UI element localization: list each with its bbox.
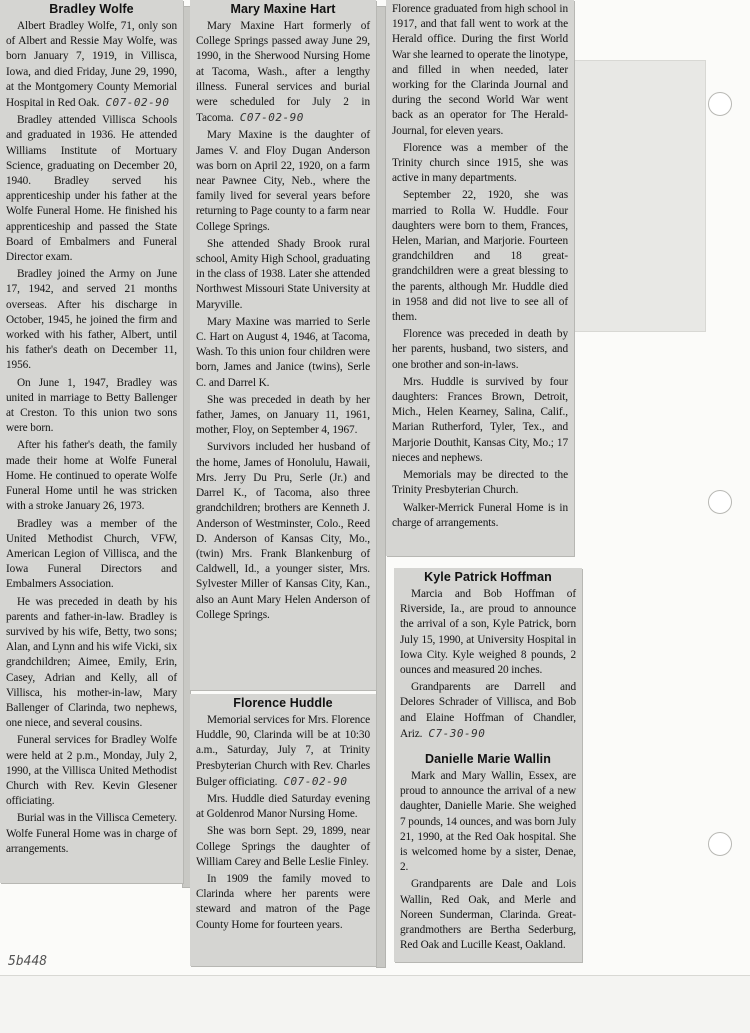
obituary-paragraph: September 22, 1920, she was married to Rolla W. Huddle. Four daughters were born to them, Frances, Helen, Marian, and Marjorie. Fourteen grandchildren and 18 great-grandchildren were a great blessing to the parents, although Mr. Huddle died in 1958 and did not live to see all of them.	[392, 189, 568, 324]
obituary-paragraph: Florence graduated from high school in 1917, and that fall went to work at the Herald office. During the first World War she learned to operate the linotype, and filled in when needed, later working for the Clarinda Journal and during the second World War went back as an operator for The Herald-Journal, for eleven years.	[392, 3, 568, 137]
obituary-paragraph: On June 1, 1947, Bradley was united in marriage to Betty Ballenger at Creston. To this union two sons were born.	[6, 376, 177, 435]
obituary-paragraph: Mary Maxine was married to Serle C. Hart on August 4, 1946, at Tacoma, Wash. To this union four children were born, James and Janice (twins), Serle C. and Darrel K.	[196, 315, 370, 389]
obituary-paragraph: Memorial services for Mrs. Florence Huddle, 90, Clarinda will be at 10:30 a.m., Saturday, July 7, at Trinity Presbyterian Church with Rev. Charles Bulger officiating.	[196, 714, 370, 788]
obituary-paragraph: Bradley was a member of the United Methodist Church, VFW, American Legion of Villisca, and the Iowa Funeral Directors and Embalmers Association.	[6, 517, 177, 591]
obituary-florence-huddle-continued	[386, 0, 574, 556]
handwritten-date: C7-30-90	[428, 726, 486, 740]
obituary-paragraph: He was preceded in death by his parents and father-in-law. Bradley is survived by his wife, Betty, two sons; Alan, and Lynn and his wife Vicki, six grandchildren; Aimee, Emily, Erin, Casey, Adrian and Kelly, all of Villisca, his mother-in-law, Mary Ballenger of Clarinda, two nephews, one niece, and several cousins.	[6, 595, 177, 730]
obituary-florence-huddle	[190, 694, 376, 966]
obituary-paragraph: Florence was a member of the Trinity church since 1915, she was active in many departments.	[392, 141, 568, 185]
background-scrap	[376, 6, 386, 968]
obituary-paragraph: She attended Shady Brook rural school, Amity High School, graduating in the class of 1938. Later she attended Northwest Missouri State University at Maryville.	[196, 237, 370, 311]
obituary-paragraph: Funeral services for Bradley Wolfe were held at 2 p.m., Monday, July 2, 1990, at the Villisca United Methodist Church with Rev. Kevin Glesener officiating.	[6, 734, 177, 808]
punch-hole	[708, 92, 732, 116]
obituary-paragraph: Burial was in the Villisca Cemetery. Wolfe Funeral Home was in charge of arrangements.	[6, 812, 177, 855]
obituary-paragraph: Albert Bradley Wolfe, 71, only son of Albert and Ressie May Wolfe, was born January 7, 1919, in Villisca, Iowa, and died Friday, June 29, 1990, at the Montgomery County Memorial Hospital in Red Oak.	[6, 20, 177, 110]
punch-hole	[708, 490, 732, 514]
headline: Mary Maxine Hart	[230, 2, 336, 16]
headline: Kyle Patrick Hoffman	[424, 570, 552, 584]
birth-notice-kyle-patrick-hoffman	[394, 568, 582, 750]
notice-paragraph: Mark and Mary Wallin, Essex, are proud to announce the arrival of a new daughter, Danielle Marie. She weighed 7 pounds, 14 ounces, and was born July 21, 1990, at the Red Oak hospital. She is welcomed home by a sister, Denae, 2.	[400, 770, 576, 874]
background-scrap	[574, 60, 706, 332]
obituary-paragraph: Mrs. Huddle is survived by four daughters: Frances Brown, Detroit, Mich., Helen Kearney, Salina, Calif., Marian Rutherford, Tyler, Tex., and Marjorie Douthit, Kansas City, Mo.; 17 nieces and nephews.	[392, 375, 568, 464]
handwritten-date: C07-02-90	[283, 774, 348, 788]
headline: Florence Huddle	[233, 696, 333, 710]
obituary-mary-maxine-hart	[190, 0, 376, 690]
notice-paragraph: Grandparents are Darrell and Delores Schrader of Villisca, and Bob and Elaine Hoffman of Chandler, Ariz.	[400, 681, 576, 740]
headline: Bradley Wolfe	[49, 2, 134, 16]
obituary-paragraph: Mrs. Huddle died Saturday evening at Goldenrod Manor Nursing Home.	[196, 793, 370, 821]
obituary-paragraph: Mary Maxine Hart formerly of College Springs passed away June 29, 1990, in the Sherwood Nursing Home at Tacoma, Wash., after a lengthy illness. Funeral services and burial were scheduled for July 2 in Tacoma.	[196, 20, 370, 125]
obituary-bradley-wolfe	[0, 0, 183, 883]
handwritten-date: C07-02-90	[105, 96, 170, 110]
obituary-paragraph: In 1909 the family moved to Clarinda where her parents were steward and matron of the Page County Home for fourteen years.	[196, 873, 370, 931]
catalog-number: 5b448	[8, 954, 48, 969]
obituary-paragraph: Survivors included her husband of the home, James of Honolulu, Hawaii, Mrs. Jerry Du Pru, Serle (Jr.) and Darrel K., of Tacoma, also three grandchildren; brothers are Kenneth J. Anderson of Westminster, Colo., Reed D. Anderson of Kansas City, Mo., (twin) Mrs. Frank Blankenburg of Caldwell, Id., a younger sister, Mrs. Sylvester Miller of Kansas City, Kan., also an Aunt Mary Helen Anderson of College Springs.	[196, 441, 370, 621]
obituary-paragraph: Walker-Merrick Funeral Home is in charge of arrangements.	[392, 501, 568, 529]
notice-paragraph: Marcia and Bob Hoffman of Riverside, Ia., are proud to announce the arrival of a son, Kyle Patrick, born July 15, 1990, at University Hospital in Iowa City. Kyle weighed 8 pounds, 2 ounces and measured 20 inches.	[400, 588, 576, 677]
obituary-paragraph: After his father's death, the family made their home at Wolfe Funeral Home. He continued to operate Wolfe Funeral Home until he was stricken with a stroke January 26, 1973.	[6, 439, 177, 513]
obituary-paragraph: Bradley joined the Army on June 17, 1942, and served 21 months overseas. After his discharge in October, 1945, he joined the firm and worked with his father, Albert, until his father's death on December 11, 1956.	[6, 268, 177, 372]
obituary-paragraph: She was preceded in death by her father, James, on January 11, 1961, mother, Floy, on September 4, 1967.	[196, 393, 370, 437]
obituary-paragraph: Bradley attended Villisca Schools and graduated in 1936. He attended Williams Institute of Mortuary Science, graduating on December 20, 1940. Bradley served his apprenticeship under his father at the Wolfe Funeral Home. He finished his apprenticeship and passed the State Board of Embalmers and Funeral Director exam.	[6, 114, 177, 264]
handwritten-date: C07-02-90	[239, 111, 304, 125]
punch-hole	[708, 832, 732, 856]
obituary-paragraph: She was born Sept. 29, 1899, near College Springs the daughter of William Carey and Belle Leslie Finley.	[196, 825, 370, 868]
birth-notice-danielle-marie-wallin	[394, 750, 582, 962]
obituary-paragraph: Florence was preceded in death by her parents, husband, two sisters, and one brother and son-in-laws.	[392, 328, 568, 371]
obituary-paragraph: Memorials may be directed to the Trinity Presbyterian Church.	[392, 469, 568, 497]
obituary-paragraph: Mary Maxine is the daughter of James V. and Floy Dugan Anderson was born on April 22, 1920, on a farm near Pawnee City, Neb., where the family lived for several years before returning to Page county to a farm near College Springs.	[196, 129, 370, 233]
notice-paragraph: Grandparents are Dale and Lois Wallin, Red Oak, and Merle and Noreen Sunderman, Clarinda. Great-grandmothers are Bertha Sederburg, Red Oak and Lucille Keast, Oakland.	[400, 878, 576, 952]
headline: Danielle Marie Wallin	[425, 752, 551, 766]
